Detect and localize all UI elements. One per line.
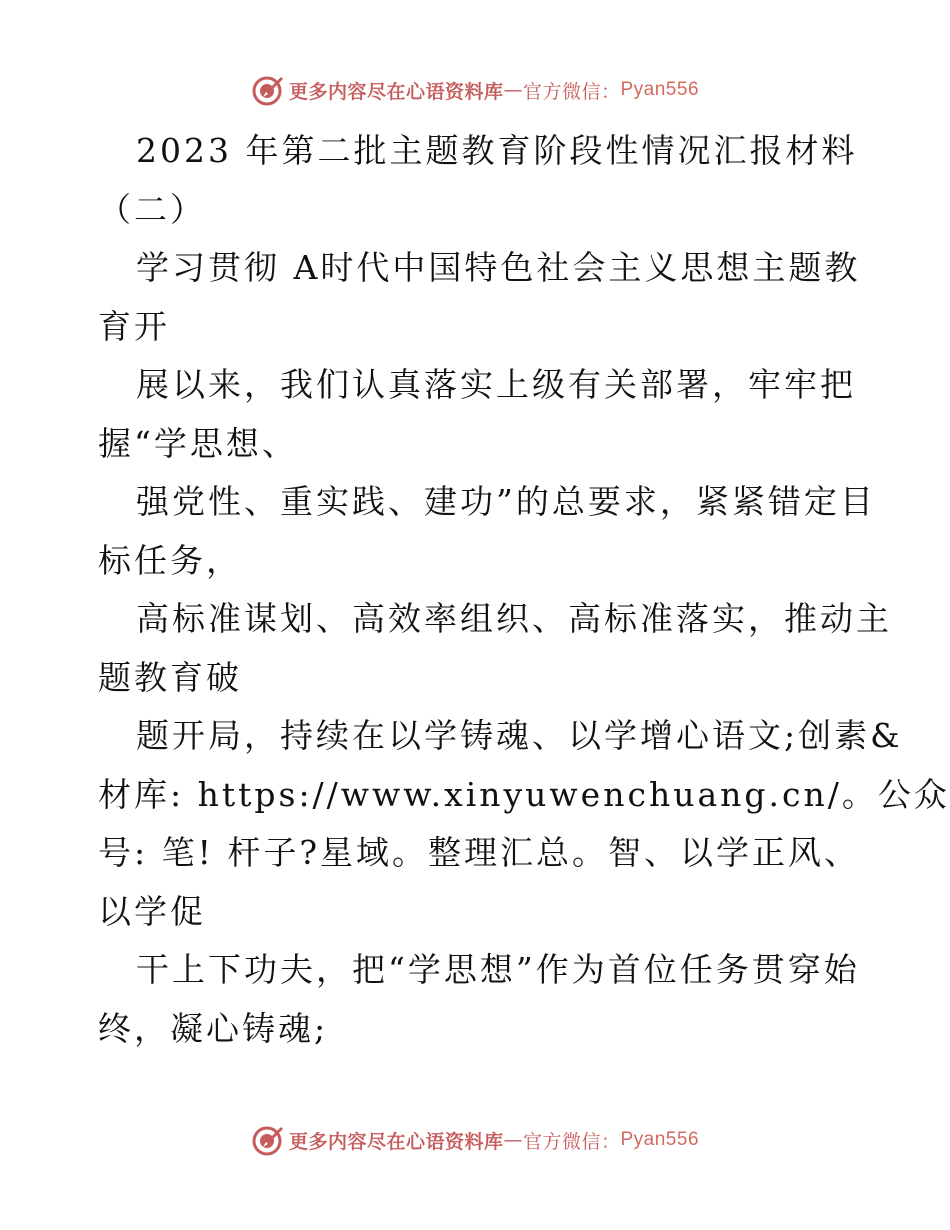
text-line: 2023 年第二批主题教育阶段性情况汇报材料 [136, 131, 858, 170]
watermark-contact-label: 官方微信： [522, 1130, 621, 1153]
text-line: 题开局，持续在以学铸魂、以学增心语文;创素& [136, 716, 903, 755]
watermark-title: 更多内容尽在心语资料库 [288, 1130, 504, 1153]
text-line: 号: 笔! 杆子?星域。整理汇总。智、以学正风、 [98, 833, 861, 872]
watermark-dash: — [503, 79, 523, 101]
text-line: 展以来，我们认真落实上级有关部署，牢牢把 [136, 365, 856, 404]
text-line: 材库: https://www.xinyuwenchuang.cn/。公众 [98, 774, 950, 814]
text-line: 干上下功夫，把“学思想”作为首位任务贯穿始 [136, 950, 860, 989]
footer-watermark [0, 1120, 950, 1160]
watermark-title: 更多内容尽在心语资料库 [288, 80, 504, 103]
quill-badge-icon [251, 1123, 285, 1157]
text-line: 标任务， [98, 540, 242, 580]
text-line: 高标准谋划、高效率组织、高标准落实，推动主 [136, 599, 892, 638]
header-watermark [0, 70, 950, 110]
text-line: 强党性、重实践、建功”的总要求，紧紧错定目 [136, 482, 876, 521]
watermark-dash: — [503, 1129, 523, 1151]
text-line: 题教育破 [98, 657, 242, 697]
text-line: 育开 [98, 306, 170, 346]
text-line: 终，凝心铸魂; [98, 1008, 329, 1048]
watermark-contact-id: Pyan556 [620, 1129, 700, 1150]
text-line: 握“学思想、 [98, 423, 298, 463]
text-line: 以学促 [98, 891, 206, 931]
text-line: （二） [98, 189, 206, 229]
watermark-contact-label: 官方微信： [522, 80, 621, 103]
watermark-contact-id: Pyan556 [620, 79, 700, 100]
quill-badge-icon [251, 73, 285, 107]
document-body [98, 122, 950, 1058]
text-line: 学习贯彻 A时代中国特色社会主义思想主题教 [136, 248, 861, 287]
